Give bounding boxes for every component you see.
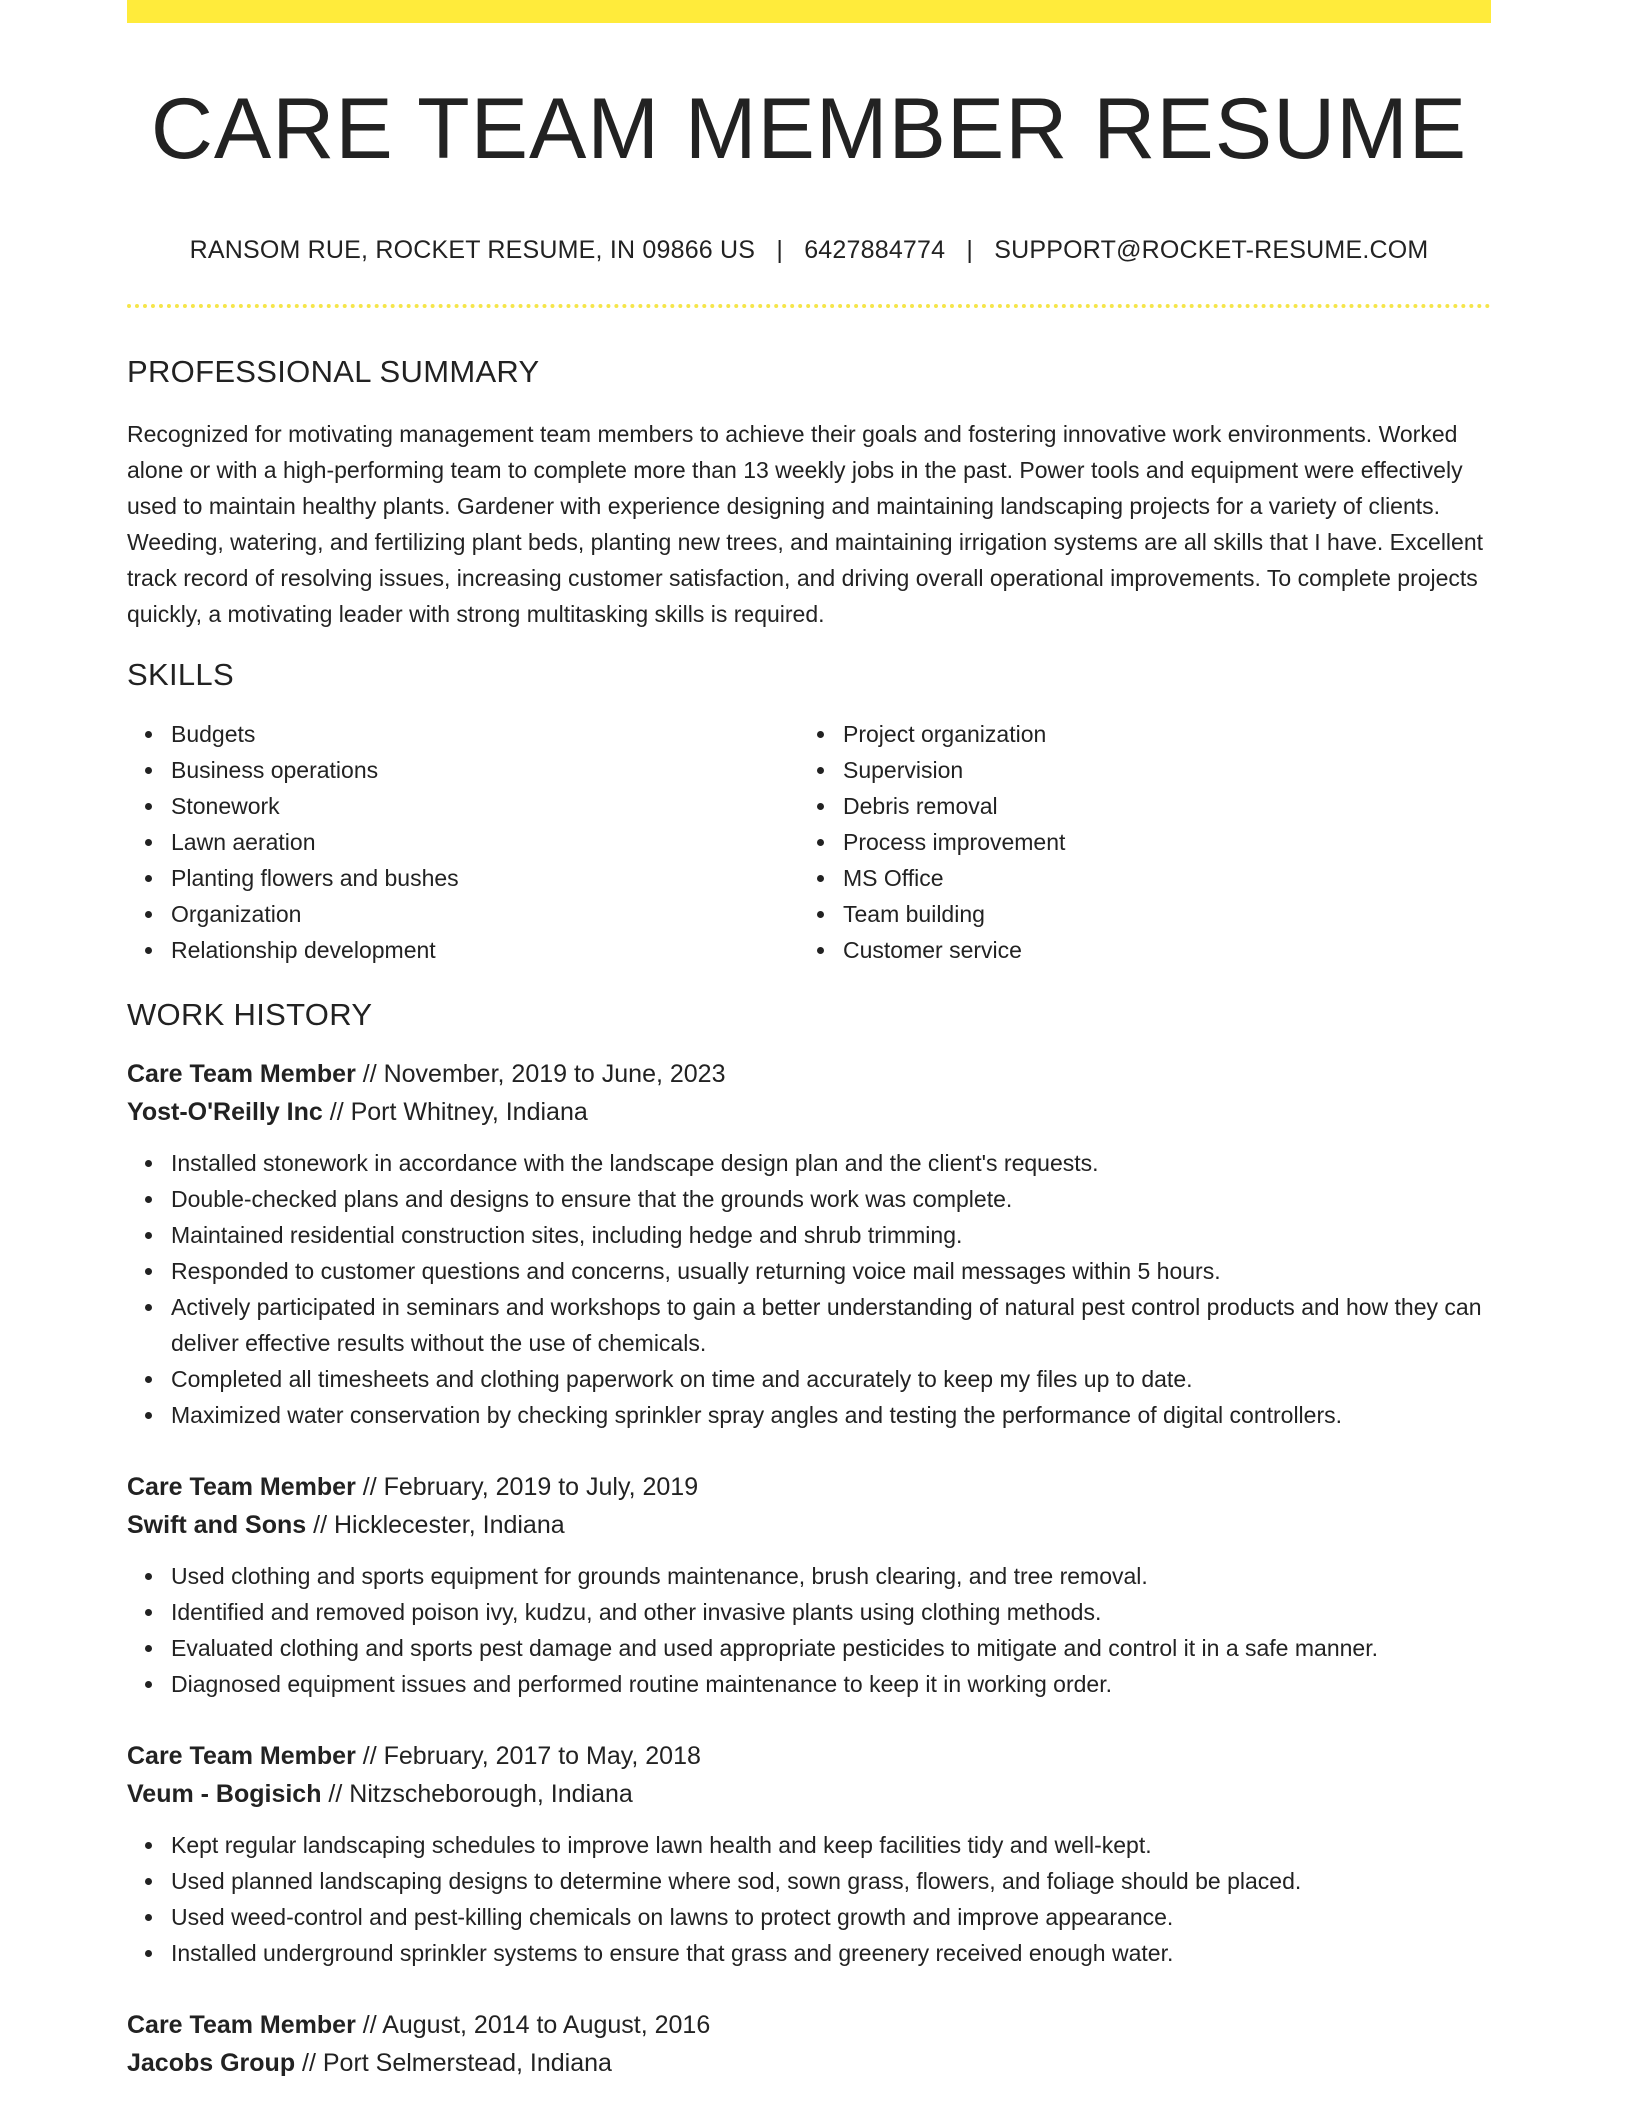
job-company-line — [127, 1506, 1491, 1544]
list-item: Team building — [843, 896, 1439, 932]
list-item: Installed underground sprinkler systems to ensure that grass and greenery received enough water. — [171, 1935, 1491, 1971]
list-item: Used clothing and sports equipment for grounds maintenance, brush clearing, and tree removal. — [171, 1558, 1491, 1594]
list-item: Diagnosed equipment issues and performed routine maintenance to keep it in working order. — [171, 1666, 1491, 1702]
contact-line — [127, 236, 1491, 265]
summary-text: Recognized for motivating management team members to achieve their goals and fostering innovative work environments. Worked alone or with a high-performing team to complete more than 13 weekly jobs in the past. Power tools and equipment were effectively used to maintain healthy plants. Gardener with experience designing and maintaining landscaping projects for a variety of clients. Weeding, watering, and fertilizing plant beds, planting new trees, and maintaining irrigation systems are all skills that I have. Excellent track record of resolving issues, increasing customer satisfaction, and driving overall operational improvements. To complete projects quickly, a motivating leader with strong multitasking skills is required. — [127, 421, 1484, 627]
list-item: MS Office — [843, 860, 1439, 896]
list-item: Budgets — [171, 716, 767, 752]
skills-left-column — [127, 716, 767, 968]
skills-list-left — [127, 716, 767, 968]
page-title: CARE TEAM MEMBER RESUME — [150, 81, 1468, 177]
job-title-line — [127, 1468, 1491, 1506]
skills-heading: SKILLS — [127, 657, 234, 692]
job-company-line — [127, 1775, 1491, 1813]
job-company: Yost-O'Reilly Inc — [127, 1098, 323, 1126]
list-item: Used planned landscaping designs to determine where sod, sown grass, flowers, and foliage should be placed. — [171, 1863, 1491, 1899]
job-title-line — [127, 2006, 1491, 2044]
job-location: // Nitzscheborough, Indiana — [321, 1780, 633, 1808]
list-item: Used weed-control and pest-killing chemicals on lawns to protect growth and improve appearance. — [171, 1899, 1491, 1935]
list-item: Customer service — [843, 932, 1439, 968]
list-item: Debris removal — [843, 788, 1439, 824]
job-company: Swift and Sons — [127, 1511, 307, 1539]
accent-top-bar — [127, 0, 1491, 23]
list-item: Identified and removed poison ivy, kudzu, and other invasive plants using clothing methods. — [171, 1594, 1491, 1630]
contact-email[interactable]: SUPPORT@ROCKET-RESUME.COM — [994, 236, 1429, 264]
contact-phone[interactable]: 6427884774 — [804, 236, 946, 264]
list-item: Process improvement — [843, 824, 1439, 860]
summary-heading: PROFESSIONAL SUMMARY — [127, 354, 540, 389]
list-item: Installed stonework in accordance with the landscape design plan and the client's requests. — [171, 1145, 1491, 1181]
list-item: Business operations — [171, 752, 767, 788]
job-company: Veum - Bogisich — [127, 1780, 322, 1808]
job-dates: // February, 2017 to May, 2018 — [355, 1742, 701, 1770]
job-duties-list — [127, 1558, 1491, 1702]
list-item: Project organization — [843, 716, 1439, 752]
header-divider — [127, 304, 1491, 308]
job-entry — [127, 2006, 1491, 2082]
job-duties-list — [127, 1145, 1491, 1433]
job-dates: // August, 2014 to August, 2016 — [355, 2011, 711, 2039]
job-dates: // November, 2019 to June, 2023 — [355, 1060, 726, 1088]
job-role: Care Team Member — [127, 1742, 356, 1770]
list-item: Supervision — [843, 752, 1439, 788]
job-duties-list — [127, 1827, 1491, 1971]
job-role: Care Team Member — [127, 1473, 356, 1501]
job-company: Jacobs Group — [127, 2049, 296, 2077]
contact-address: RANSOM RUE, ROCKET RESUME, IN 09866 US — [189, 236, 756, 264]
list-item: Relationship development — [171, 932, 767, 968]
list-item: Organization — [171, 896, 767, 932]
list-item: Stonework — [171, 788, 767, 824]
job-entry — [127, 1468, 1491, 1702]
list-item: Kept regular landscaping schedules to improve lawn health and keep facilities tidy and well-kept. — [171, 1827, 1491, 1863]
job-title-line — [127, 1055, 1491, 1093]
list-item: Responded to customer questions and concerns, usually returning voice mail messages within 5 hours. — [171, 1253, 1491, 1289]
job-entry — [127, 1055, 1491, 1433]
list-item: Lawn aeration — [171, 824, 767, 860]
list-item: Actively participated in seminars and workshops to gain a better understanding of natural pest control products and how they can deliver effective results without the use of chemicals. — [171, 1289, 1491, 1361]
job-entry — [127, 1737, 1491, 1971]
list-item: Evaluated clothing and sports pest damage and used appropriate pesticides to mitigate and control it in a safe manner. — [171, 1630, 1491, 1666]
list-item: Maintained residential construction sites, including hedge and shrub trimming. — [171, 1217, 1491, 1253]
job-role: Care Team Member — [127, 2011, 356, 2039]
job-title-line — [127, 1737, 1491, 1775]
contact-separator: | — [966, 236, 974, 264]
skills-right-column — [799, 716, 1439, 968]
list-item: Completed all timesheets and clothing paperwork on time and accurately to keep my files up to date. — [171, 1361, 1491, 1397]
skills-list-right — [799, 716, 1439, 968]
list-item: Double-checked plans and designs to ensure that the grounds work was complete. — [171, 1181, 1491, 1217]
work-history-heading: WORK HISTORY — [127, 997, 373, 1032]
job-location: // Hicklecester, Indiana — [306, 1511, 565, 1539]
job-location: // Port Selmerstead, Indiana — [295, 2049, 612, 2077]
job-company-line — [127, 2044, 1491, 2082]
job-location: // Port Whitney, Indiana — [322, 1098, 588, 1126]
job-company-line — [127, 1093, 1491, 1131]
job-dates: // February, 2019 to July, 2019 — [355, 1473, 699, 1501]
list-item: Maximized water conservation by checking sprinkler spray angles and testing the performance of digital controllers. — [171, 1397, 1491, 1433]
contact-separator: | — [776, 236, 784, 264]
list-item: Planting flowers and bushes — [171, 860, 767, 896]
job-role: Care Team Member — [127, 1060, 356, 1088]
